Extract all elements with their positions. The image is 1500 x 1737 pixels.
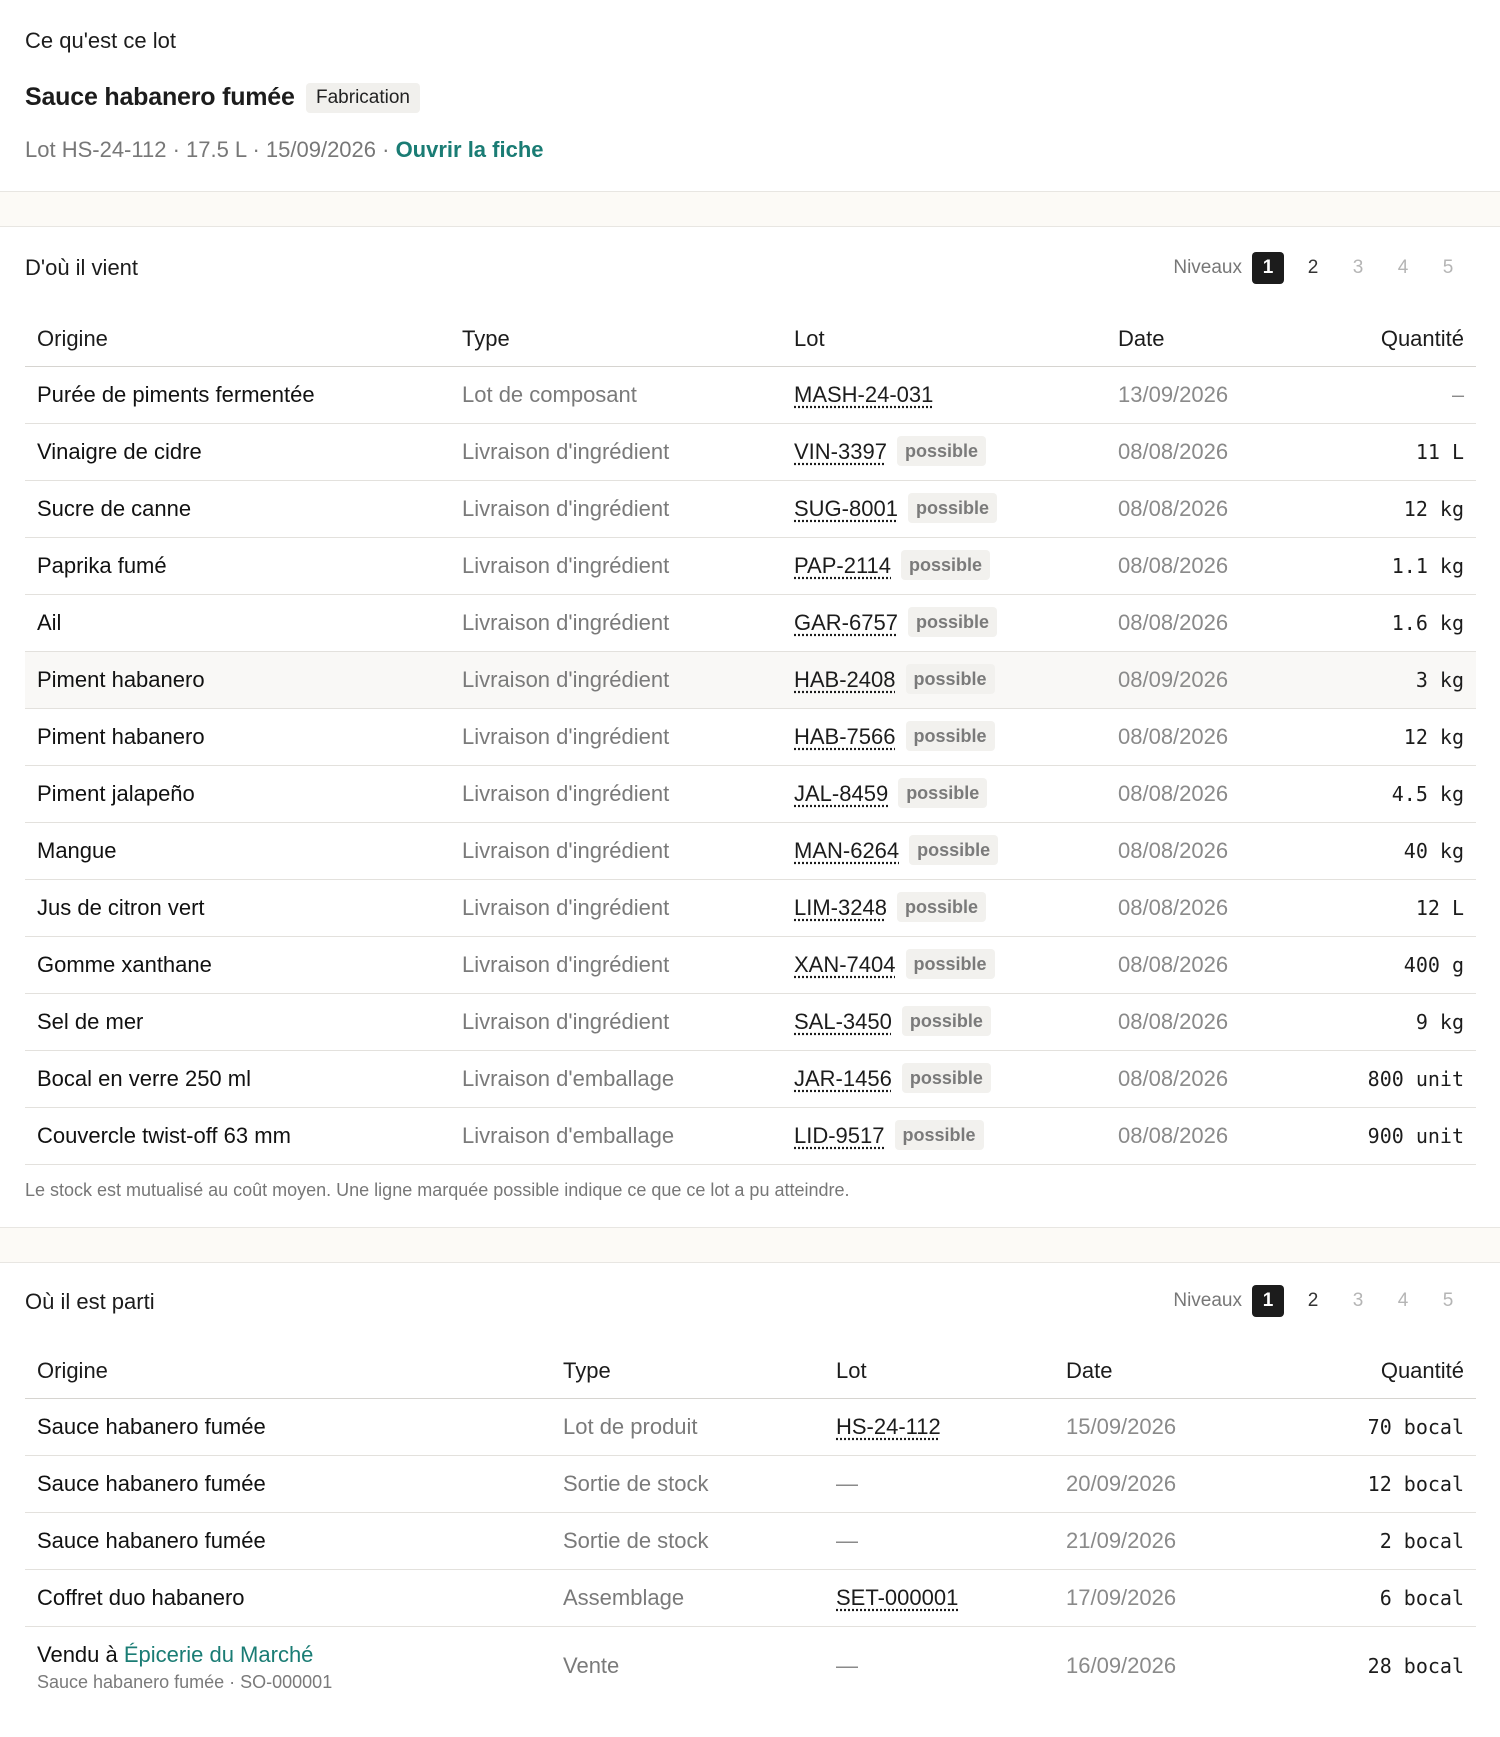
sale-type: Vente	[563, 1653, 620, 1678]
levels-label: Niveaux	[1173, 257, 1242, 278]
row-date: 08/08/2026	[1118, 895, 1229, 920]
pooling-note: Le stock est mutualisé au coût moyen. Une ligne marquée possible indique ce que ce lot a pu atteindre.	[25, 1180, 850, 1200]
possible-badge: possible	[906, 664, 995, 694]
col-type: Type	[563, 1358, 611, 1383]
lot-link[interactable]: JAL-8459	[794, 781, 889, 806]
possible-badge: possible	[908, 607, 997, 637]
row-quantity: 800 unit	[1367, 1067, 1464, 1091]
row-type: Sortie de stock	[563, 1528, 709, 1553]
table-row[interactable]	[25, 538, 1476, 595]
possible-badge: possible	[906, 721, 995, 751]
downstream-section	[0, 1263, 1500, 1737]
col-date: Date	[1118, 326, 1165, 351]
row-type: Lot de produit	[563, 1414, 698, 1439]
col-lot: Lot	[794, 326, 825, 351]
row-type: Livraison d'ingrédient	[462, 895, 670, 920]
open-record-link[interactable]: Ouvrir la fiche	[395, 137, 544, 162]
row-quantity: 12 L	[1415, 896, 1464, 920]
row-date: 20/09/2026	[1066, 1471, 1177, 1496]
section-title: Ce qu'est ce lot	[25, 28, 176, 53]
lot-link[interactable]: GAR-6757	[794, 610, 898, 635]
table-row[interactable]	[25, 367, 1476, 424]
col-date: Date	[1066, 1358, 1113, 1383]
row-lot	[794, 709, 995, 765]
levels-label: Niveaux	[1173, 1290, 1242, 1311]
table-row[interactable]	[25, 481, 1476, 538]
col-lot: Lot	[836, 1358, 867, 1383]
sale-prefix: Vendu à	[37, 1642, 124, 1667]
lot-link[interactable]: LID-9517	[794, 1123, 885, 1148]
level-3-button[interactable]: 3	[1352, 257, 1364, 278]
table-row[interactable]	[25, 1570, 1476, 1627]
row-quantity: 400 g	[1403, 953, 1464, 977]
level-4-button[interactable]: 4	[1397, 1290, 1409, 1311]
lot-meta	[25, 137, 544, 163]
level-1-button[interactable]: 1	[1252, 1285, 1284, 1317]
row-quantity: 11 L	[1415, 440, 1464, 464]
row-origin: Purée de piments fermentée	[37, 382, 315, 407]
table-row[interactable]	[25, 880, 1476, 937]
possible-badge: possible	[901, 550, 990, 580]
col-origin: Origine	[37, 1358, 108, 1383]
lot-link[interactable]: VIN-3397	[794, 439, 887, 464]
possible-badge: possible	[897, 892, 986, 922]
row-origin: Piment jalapeño	[37, 781, 195, 806]
row-type: Livraison d'ingrédient	[462, 439, 670, 464]
status-badge: Fabrication	[306, 83, 420, 113]
lot-link[interactable]: XAN-7404	[794, 952, 896, 977]
row-type: Livraison d'ingrédient	[462, 667, 670, 692]
row-origin: Ail	[37, 610, 62, 635]
col-quantity: Quantité	[1380, 1358, 1464, 1383]
row-origin: Bocal en verre 250 ml	[37, 1066, 251, 1091]
row-quantity: 2 bocal	[1379, 1529, 1464, 1553]
row-origin: Sauce habanero fumée	[37, 1471, 266, 1496]
row-type: Livraison d'ingrédient	[462, 838, 670, 863]
row-lot	[794, 1051, 991, 1107]
row-date: 08/08/2026	[1118, 1009, 1229, 1034]
section-divider	[0, 191, 1500, 227]
row-type: Livraison d'ingrédient	[462, 724, 670, 749]
lot-link[interactable]: HAB-2408	[794, 667, 896, 692]
row-quantity: 3 kg	[1415, 668, 1464, 692]
table-row[interactable]	[25, 1051, 1476, 1108]
row-date: 08/08/2026	[1118, 724, 1229, 749]
row-date: 15/09/2026	[1066, 1414, 1177, 1439]
row-origin: Piment habanero	[37, 724, 205, 749]
row-quantity: 9 kg	[1415, 1010, 1464, 1034]
row-lot	[794, 1108, 984, 1164]
row-quantity: 12 bocal	[1367, 1472, 1464, 1496]
possible-badge: possible	[908, 493, 997, 523]
table-row[interactable]	[25, 424, 1476, 481]
row-origin: Gomme xanthane	[37, 952, 212, 977]
row-origin: Coffret duo habanero	[37, 1585, 245, 1610]
table-row[interactable]	[25, 709, 1476, 766]
row-date: 08/08/2026	[1118, 781, 1229, 806]
row-type: Livraison d'ingrédient	[462, 553, 670, 578]
row-lot	[836, 1513, 858, 1569]
row-type: Lot de composant	[462, 382, 637, 407]
row-type: Livraison d'ingrédient	[462, 1009, 670, 1034]
product-name: Sauce habanero fumée	[25, 83, 295, 111]
row-type: Livraison d'ingrédient	[462, 952, 670, 977]
row-quantity: 12 kg	[1403, 725, 1464, 749]
upstream-section	[0, 227, 1500, 1227]
table-header	[25, 311, 1476, 367]
table-header	[25, 1343, 1476, 1399]
upstream-title: D'où il vient	[25, 255, 139, 280]
level-5-button[interactable]: 5	[1442, 1290, 1454, 1311]
row-lot	[794, 994, 991, 1050]
row-lot	[794, 823, 998, 879]
lot-link[interactable]: SET-000001	[836, 1585, 959, 1610]
row-type: Livraison d'ingrédient	[462, 496, 670, 521]
table-row[interactable]	[25, 595, 1476, 652]
possible-badge: possible	[902, 1006, 991, 1036]
row-quantity: 900 unit	[1367, 1124, 1464, 1148]
section-divider	[0, 1227, 1500, 1263]
row-lot	[836, 1399, 941, 1455]
row-lot	[836, 1456, 858, 1512]
row-lot	[794, 880, 986, 936]
possible-badge: possible	[902, 1063, 991, 1093]
level-2-button[interactable]: 2	[1307, 1290, 1319, 1311]
possible-badge: possible	[898, 778, 987, 808]
row-date: 21/09/2026	[1066, 1528, 1177, 1553]
row-lot	[794, 595, 997, 651]
table-row[interactable]	[25, 937, 1476, 994]
level-5-button[interactable]: 5	[1442, 257, 1454, 278]
table-row[interactable]	[25, 1456, 1476, 1513]
sale-date: 16/09/2026	[1066, 1653, 1177, 1678]
row-date: 08/08/2026	[1118, 496, 1229, 521]
possible-badge: possible	[906, 949, 995, 979]
lot-link[interactable]: SAL-3450	[794, 1009, 892, 1034]
row-origin: Sauce habanero fumée	[37, 1414, 266, 1439]
row-date: 08/08/2026	[1118, 952, 1229, 977]
lot-summary	[0, 0, 1500, 191]
row-origin: Paprika fumé	[37, 553, 167, 578]
table-row[interactable]	[25, 1108, 1476, 1165]
row-lot	[794, 481, 997, 537]
row-type: Livraison d'emballage	[462, 1123, 675, 1148]
row-date: 13/09/2026	[1118, 382, 1229, 407]
lot-link[interactable]: JAR-1456	[794, 1066, 892, 1091]
row-date: 08/08/2026	[1118, 439, 1229, 464]
row-type: Assemblage	[563, 1585, 685, 1610]
row-origin: Vinaigre de cidre	[37, 439, 202, 464]
level-4-button[interactable]: 4	[1397, 257, 1409, 278]
row-quantity: 40 kg	[1403, 839, 1464, 863]
lot-meta-text: Lot HS-24-112 · 17.5 L · 15/09/2026 ·	[25, 137, 396, 162]
row-origin: Sel de mer	[37, 1009, 144, 1034]
lot-link[interactable]: MASH-24-031	[794, 382, 934, 407]
row-origin: Sauce habanero fumée	[37, 1528, 266, 1553]
table-row[interactable]	[25, 652, 1476, 709]
row-origin: Piment habanero	[37, 667, 205, 692]
table-row[interactable]	[25, 1399, 1476, 1456]
row-date: 17/09/2026	[1066, 1585, 1177, 1610]
sale-origin	[37, 1628, 332, 1704]
lot-link[interactable]: HAB-7566	[794, 724, 896, 749]
lot-link[interactable]: LIM-3248	[794, 895, 887, 920]
sale-quantity: 28 bocal	[1367, 1654, 1464, 1678]
possible-badge: possible	[897, 436, 986, 466]
row-quantity: 6 bocal	[1379, 1586, 1464, 1610]
row-date: 08/09/2026	[1118, 667, 1229, 692]
downstream-level-picker	[1173, 1285, 1464, 1317]
row-quantity: 12 kg	[1403, 497, 1464, 521]
row-lot	[836, 1570, 958, 1626]
row-quantity: 4.5 kg	[1391, 782, 1464, 806]
table-row[interactable]	[25, 766, 1476, 823]
sale-lot: —	[836, 1653, 858, 1678]
row-origin: Couvercle twist-off 63 mm	[37, 1123, 291, 1148]
row-lot	[794, 937, 995, 993]
row-type: Livraison d'emballage	[462, 1066, 675, 1091]
row-date: 08/08/2026	[1118, 553, 1229, 578]
lot-link[interactable]: HS-24-112	[836, 1414, 941, 1439]
row-quantity: 1.1 kg	[1391, 554, 1464, 578]
row-origin: Mangue	[37, 838, 117, 863]
row-date: 08/08/2026	[1118, 1066, 1229, 1091]
row-lot	[794, 424, 986, 480]
table-row[interactable]	[25, 1513, 1476, 1570]
possible-badge: possible	[895, 1120, 984, 1150]
sale-row[interactable]	[25, 1628, 1476, 1704]
customer-link[interactable]: Épicerie du Marché	[123, 1642, 314, 1667]
table-row[interactable]	[25, 994, 1476, 1051]
downstream-title: Où il est parti	[25, 1289, 155, 1314]
row-date: 08/08/2026	[1118, 610, 1229, 635]
possible-badge: possible	[909, 835, 998, 865]
table-row[interactable]	[25, 823, 1476, 880]
row-lot	[794, 367, 933, 423]
row-lot	[794, 766, 987, 822]
sale-subtitle: Sauce habanero fumée · SO-000001	[37, 1672, 333, 1692]
row-origin: Sucre de canne	[37, 496, 192, 521]
row-date: 08/08/2026	[1118, 838, 1229, 863]
row-quantity: –	[1451, 383, 1464, 407]
level-2-button[interactable]: 2	[1307, 257, 1319, 278]
row-date: 08/08/2026	[1118, 1123, 1229, 1148]
upstream-level-picker	[1173, 252, 1464, 284]
lot-link[interactable]: MAN-6264	[794, 838, 900, 863]
lot-empty: —	[836, 1528, 858, 1553]
col-type: Type	[462, 326, 510, 351]
row-type: Sortie de stock	[563, 1471, 709, 1496]
lot-empty: —	[836, 1471, 858, 1496]
row-quantity: 1.6 kg	[1391, 611, 1464, 635]
level-3-button[interactable]: 3	[1352, 1290, 1364, 1311]
col-origin: Origine	[37, 326, 108, 351]
row-type: Livraison d'ingrédient	[462, 610, 670, 635]
lot-link[interactable]: SUG-8001	[794, 496, 898, 521]
row-lot	[794, 652, 995, 708]
row-type: Livraison d'ingrédient	[462, 781, 670, 806]
lot-link[interactable]: PAP-2114	[794, 553, 892, 578]
row-lot	[794, 538, 990, 594]
row-quantity: 70 bocal	[1367, 1415, 1464, 1439]
row-origin: Jus de citron vert	[37, 895, 205, 920]
col-quantity: Quantité	[1380, 326, 1464, 351]
level-1-button[interactable]: 1	[1252, 252, 1284, 284]
